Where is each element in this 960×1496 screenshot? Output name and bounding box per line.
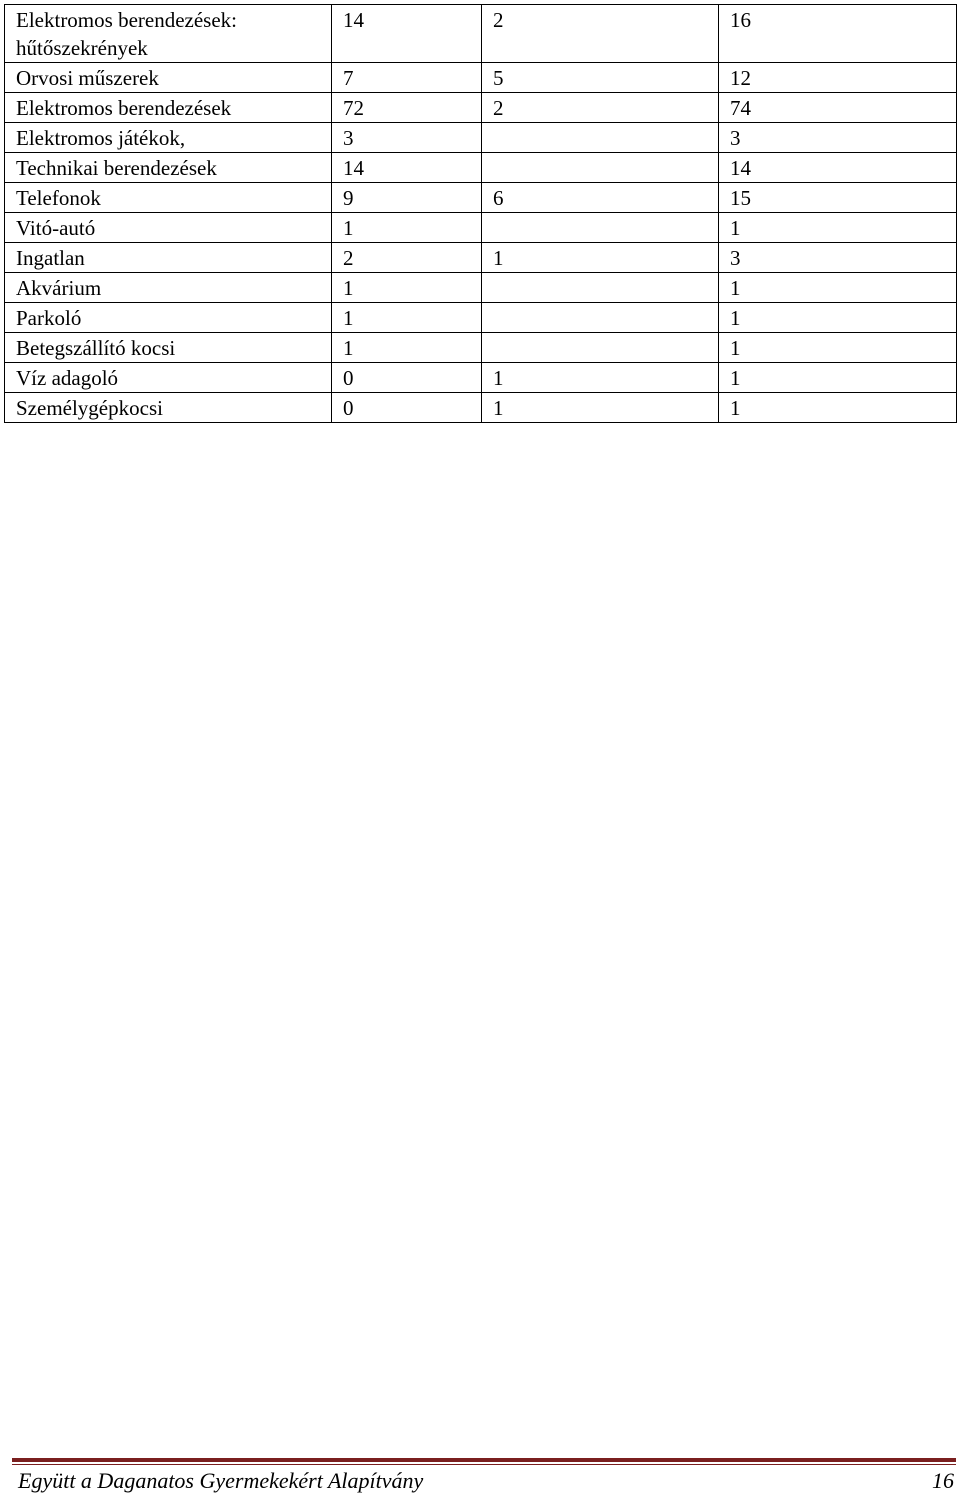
value-a-cell: 9 <box>332 183 482 213</box>
item-name-cell: Víz adagoló <box>5 363 332 393</box>
total-cell: 74 <box>719 93 957 123</box>
table-row <box>5 363 957 393</box>
total-cell: 1 <box>719 273 957 303</box>
value-a-cell: 72 <box>332 93 482 123</box>
value-a-cell: 1 <box>332 213 482 243</box>
total-cell: 15 <box>719 183 957 213</box>
value-b-cell <box>482 273 719 303</box>
value-a-cell: 1 <box>332 333 482 363</box>
value-b-cell: 6 <box>482 183 719 213</box>
table-row <box>5 243 957 273</box>
total-cell: 1 <box>719 333 957 363</box>
table-row <box>5 273 957 303</box>
value-b-cell <box>482 153 719 183</box>
item-name-cell: Elektromos berendezések: hűtőszekrények <box>5 5 332 63</box>
table-row <box>5 123 957 153</box>
page-number: 16 <box>932 1468 954 1493</box>
donations-table <box>4 4 957 423</box>
value-b-cell <box>482 213 719 243</box>
total-cell: 1 <box>719 393 957 423</box>
item-name-cell: Betegszállító kocsi <box>5 333 332 363</box>
item-name-cell: Személygépkocsi <box>5 393 332 423</box>
total-cell: 1 <box>719 213 957 243</box>
value-b-cell: 2 <box>482 93 719 123</box>
value-b-cell: 2 <box>482 5 719 63</box>
total-cell: 16 <box>719 5 957 63</box>
value-a-cell: 3 <box>332 123 482 153</box>
total-cell: 12 <box>719 63 957 93</box>
value-b-cell: 1 <box>482 243 719 273</box>
item-name-cell: Orvosi műszerek <box>5 63 332 93</box>
value-a-cell: 0 <box>332 393 482 423</box>
footer-divider <box>12 1458 956 1465</box>
total-cell: 14 <box>719 153 957 183</box>
item-name-cell: Telefonok <box>5 183 332 213</box>
table-row <box>5 183 957 213</box>
item-name-cell: Technikai berendezések <box>5 153 332 183</box>
value-b-cell: 5 <box>482 63 719 93</box>
value-a-cell: 1 <box>332 273 482 303</box>
value-a-cell: 14 <box>332 153 482 183</box>
item-name-cell: Elektromos berendezések <box>5 93 332 123</box>
item-name-cell: Parkoló <box>5 303 332 333</box>
value-b-cell: 1 <box>482 393 719 423</box>
total-cell: 3 <box>719 243 957 273</box>
value-b-cell: 1 <box>482 363 719 393</box>
item-name-cell: Ingatlan <box>5 243 332 273</box>
table-row <box>5 393 957 423</box>
value-a-cell: 0 <box>332 363 482 393</box>
item-name-cell: Akvárium <box>5 273 332 303</box>
table-row <box>5 153 957 183</box>
value-b-cell <box>482 333 719 363</box>
total-cell: 1 <box>719 363 957 393</box>
table-row <box>5 213 957 243</box>
value-a-cell: 2 <box>332 243 482 273</box>
table-row <box>5 303 957 333</box>
total-cell: 1 <box>719 303 957 333</box>
footer-organization: Együtt a Daganatos Gyermekekért Alapítvány <box>18 1468 424 1493</box>
table-row <box>5 333 957 363</box>
total-cell: 3 <box>719 123 957 153</box>
table-row <box>5 93 957 123</box>
table-row <box>5 5 957 63</box>
item-name-cell: Elektromos játékok, <box>5 123 332 153</box>
value-a-cell: 1 <box>332 303 482 333</box>
value-a-cell: 7 <box>332 63 482 93</box>
table-row <box>5 63 957 93</box>
value-a-cell: 14 <box>332 5 482 63</box>
value-b-cell <box>482 123 719 153</box>
value-b-cell <box>482 303 719 333</box>
item-name-cell: Vitó-autó <box>5 213 332 243</box>
